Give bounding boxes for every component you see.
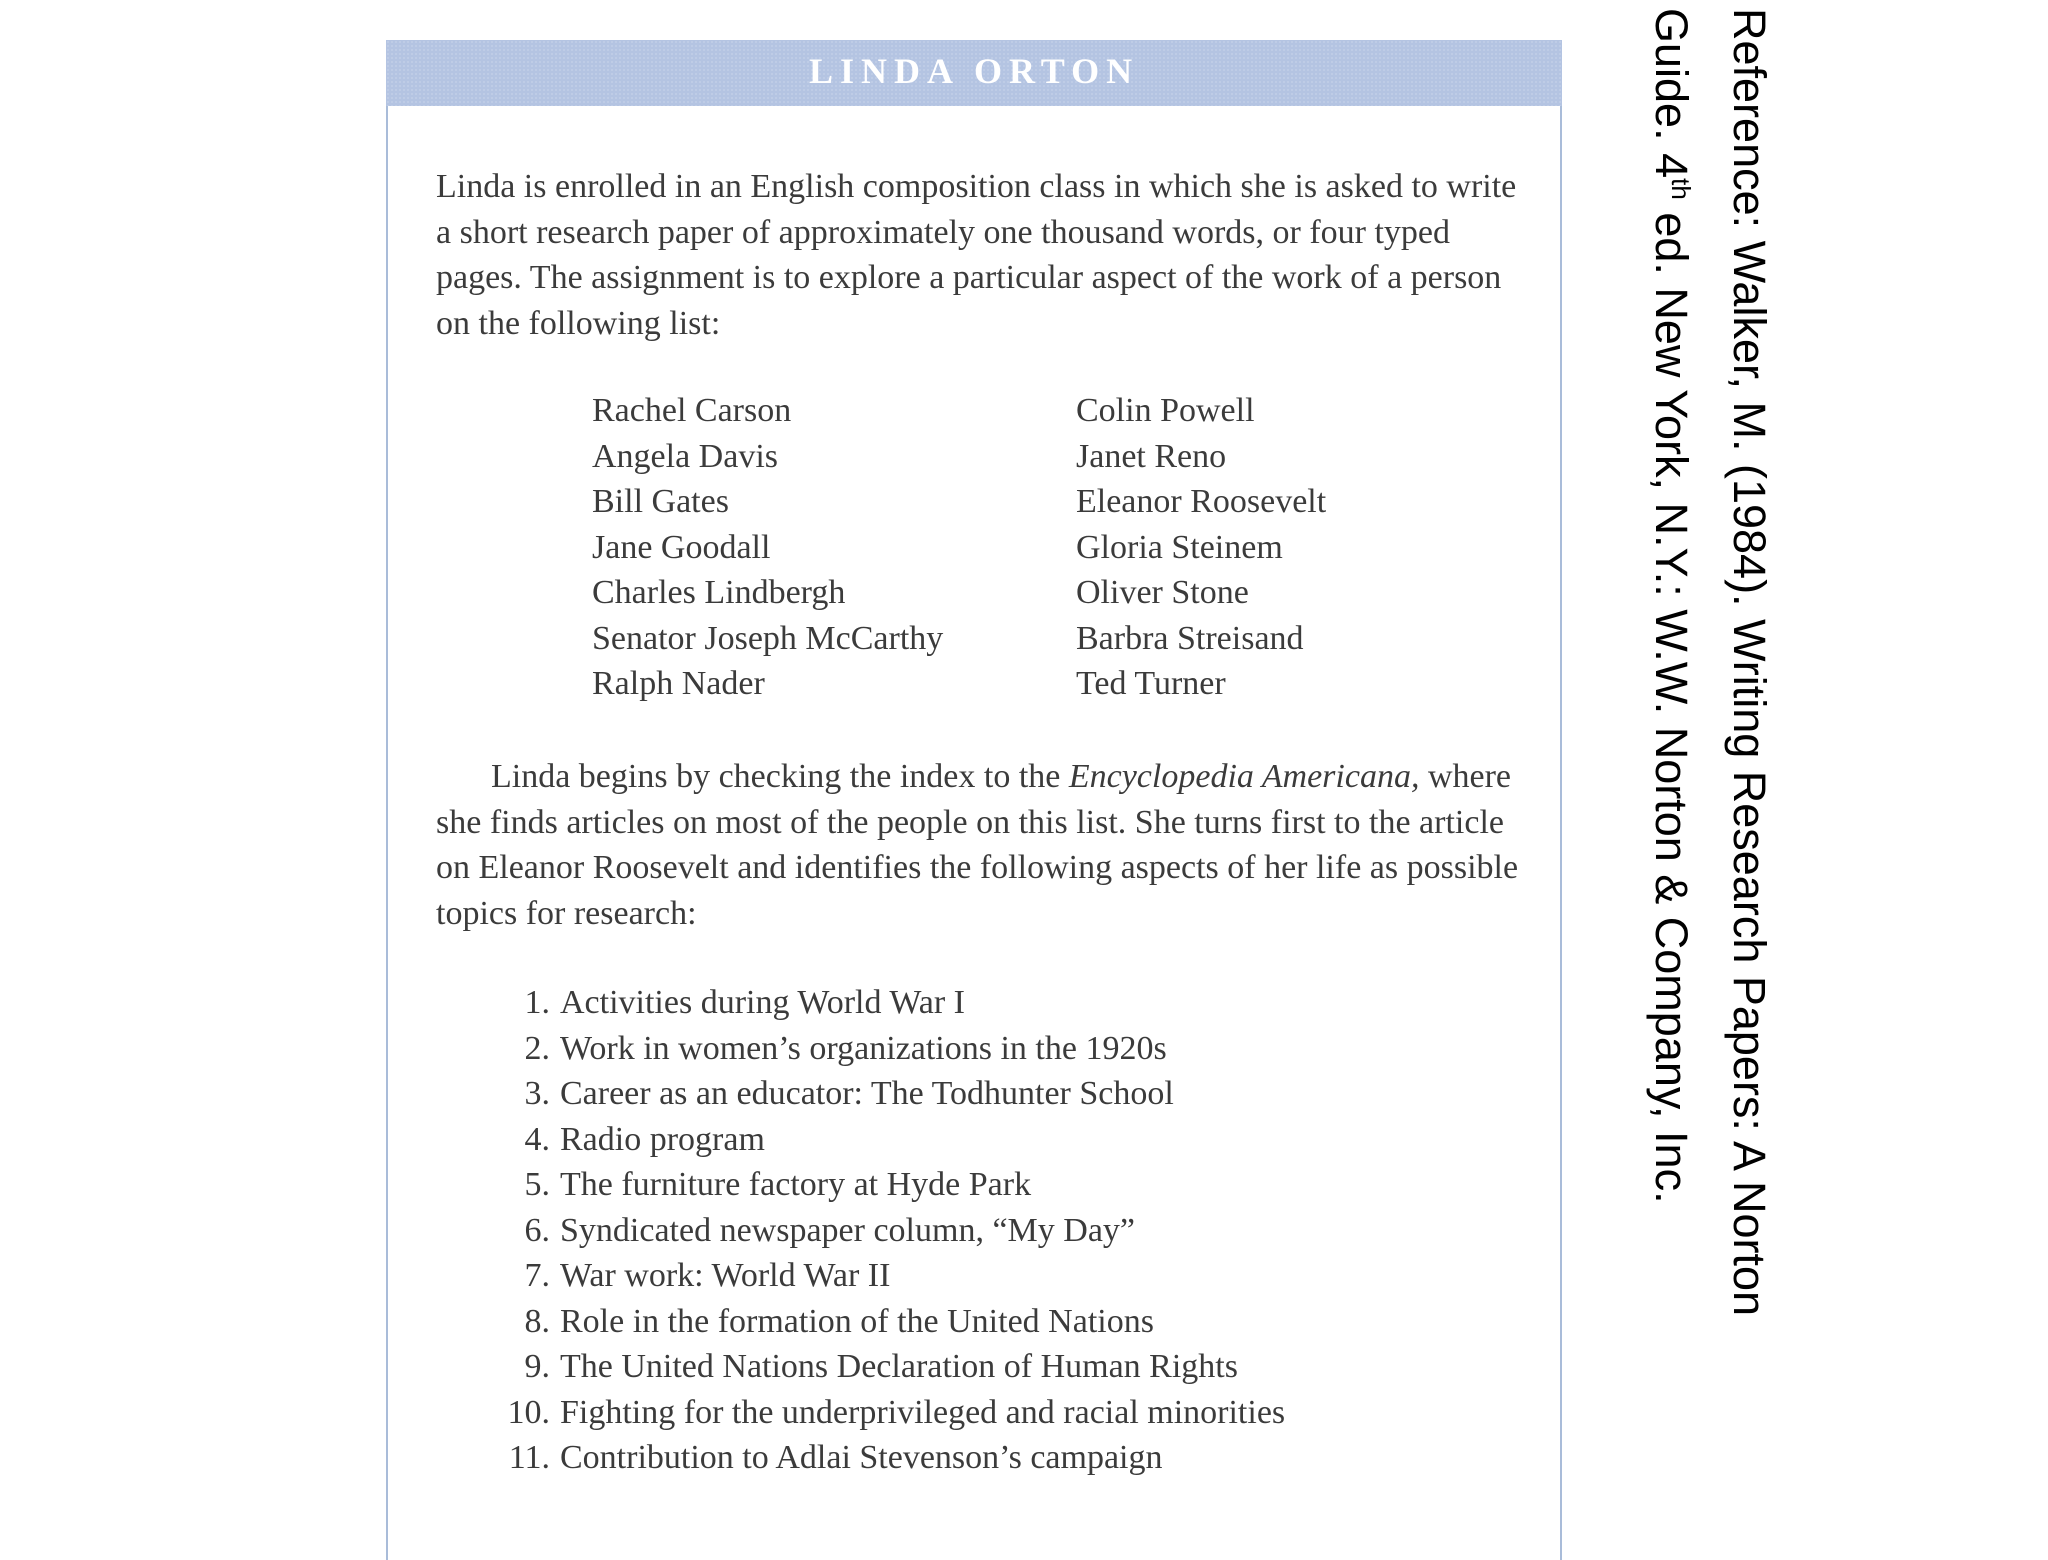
reference-line-2 bbox=[1632, 8, 1710, 1528]
topics-list bbox=[488, 980, 1285, 1481]
second-paragraph bbox=[436, 754, 1526, 936]
topic-item bbox=[488, 1344, 1285, 1390]
reference-line-1: Reference: Walker, M. (1984). Writing Research Papers: A Norton bbox=[1724, 8, 1775, 1317]
topic-item bbox=[488, 1390, 1285, 1436]
topic-number: 5. bbox=[524, 1166, 550, 1203]
topic-item bbox=[488, 1026, 1285, 1072]
case-study-title: LINDA ORTON bbox=[808, 51, 1140, 91]
topic-text: Fighting for the underprivileged and racial minorities bbox=[560, 1393, 1286, 1431]
topic-item bbox=[488, 1208, 1285, 1254]
name-item: Eleanor Roosevelt bbox=[1076, 483, 1327, 520]
topic-text: The furniture factory at Hyde Park bbox=[560, 1166, 1032, 1203]
reference-line-2-end: ed. New York, N.Y.: W.W. Norton & Company, Inc. bbox=[1646, 199, 1697, 1204]
topic-item bbox=[488, 1435, 1285, 1481]
topic-text: Work in women’s organizations in the 1920s bbox=[560, 1029, 1167, 1067]
topic-item bbox=[488, 1117, 1285, 1163]
topic-text: War work: World War II bbox=[560, 1257, 891, 1294]
name-item: Barbra Streisand bbox=[1076, 619, 1304, 657]
topic-number: 9. bbox=[524, 1348, 550, 1385]
topic-number: 1. bbox=[524, 984, 550, 1021]
topic-text: The United Nations Declaration of Human Rights bbox=[560, 1348, 1238, 1385]
name-item: Oliver Stone bbox=[1076, 574, 1249, 611]
name-item: Rachel Carson bbox=[592, 392, 792, 429]
name-item: Angela Davis bbox=[592, 437, 779, 475]
topic-number: 4. bbox=[524, 1120, 550, 1158]
topic-text: Contribution to Adlai Stevenson’s campaign bbox=[560, 1439, 1163, 1476]
name-item: Ralph Nader bbox=[592, 665, 765, 702]
reference-line-2-start: Guide. 4 bbox=[1646, 8, 1697, 179]
encyclopedia-title: Encyclopedia Americana, bbox=[1068, 758, 1420, 795]
names-list-left bbox=[592, 388, 943, 707]
name-item: Jane Goodall bbox=[592, 528, 771, 566]
name-item: Janet Reno bbox=[1076, 437, 1227, 475]
reference-citation bbox=[1628, 8, 1788, 1528]
para2-text-before: Linda begins by checking the index to the bbox=[491, 758, 1069, 795]
topic-number: 8. bbox=[524, 1302, 550, 1340]
name-item: Bill Gates bbox=[592, 483, 729, 520]
name-item: Colin Powell bbox=[1076, 392, 1255, 429]
topic-text: Role in the formation of the United Nations bbox=[560, 1302, 1154, 1340]
topic-item bbox=[488, 1071, 1285, 1117]
topic-item bbox=[488, 1253, 1285, 1299]
topic-number: 2. bbox=[524, 1029, 550, 1067]
topic-text: Activities during World War I bbox=[560, 984, 965, 1021]
topic-item bbox=[488, 1162, 1285, 1208]
name-item: Gloria Steinem bbox=[1076, 528, 1283, 566]
name-item: Charles Lindbergh bbox=[592, 574, 846, 611]
topic-number: 7. bbox=[524, 1257, 550, 1294]
topic-number: 10. bbox=[507, 1393, 550, 1431]
topic-text: Syndicated newspaper column, “My Day” bbox=[560, 1211, 1135, 1249]
name-item: Ted Turner bbox=[1076, 665, 1226, 702]
name-item: Senator Joseph McCarthy bbox=[592, 619, 944, 657]
para2-text-after: where she finds articles on most of the people on this list. She turns first to the article on Eleanor Roosevelt and identifies the following aspects of her life as possible topics for research: bbox=[436, 758, 1519, 932]
case-study-header bbox=[386, 40, 1562, 106]
ordinal-suffix: th bbox=[1666, 178, 1696, 200]
topic-number: 3. bbox=[524, 1075, 550, 1112]
names-list-right bbox=[1076, 388, 1326, 707]
topic-text: Radio program bbox=[560, 1120, 765, 1158]
topic-text: Career as an educator: The Todhunter School bbox=[560, 1075, 1174, 1112]
topic-number: 11. bbox=[508, 1439, 550, 1476]
topic-item bbox=[488, 980, 1285, 1026]
intro-paragraph: Linda is enrolled in an English composition class in which she is asked to write a short research paper of approximately one thousand words, or four typed pages. The assignment is to explore a particular aspect of the work of a person on the following list: bbox=[436, 168, 1517, 342]
topic-number: 6. bbox=[524, 1211, 550, 1249]
topic-item bbox=[488, 1299, 1285, 1345]
